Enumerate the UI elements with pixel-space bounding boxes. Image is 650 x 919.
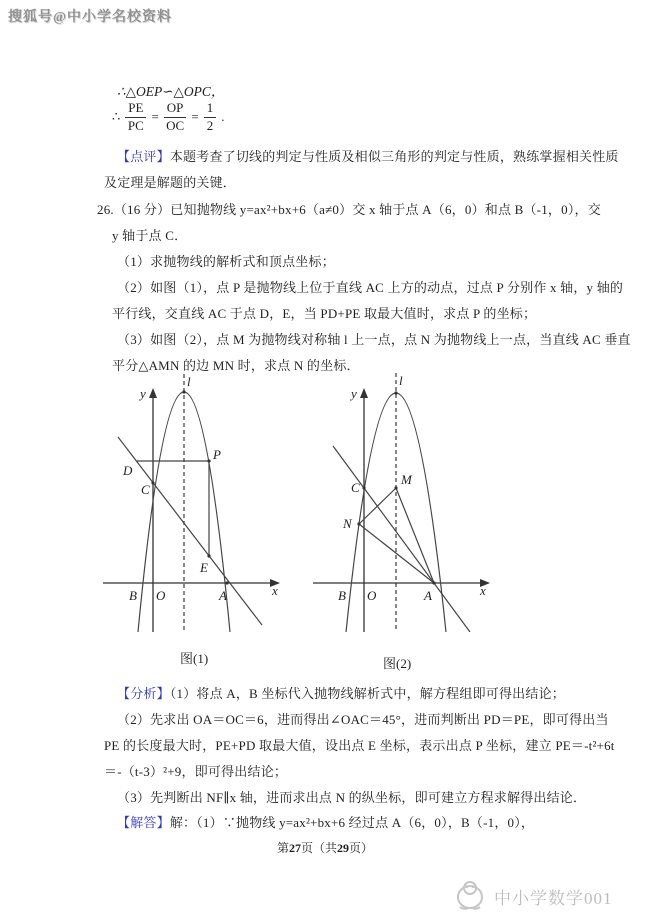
equals-sign: = bbox=[191, 109, 199, 125]
answer-line-1 bbox=[117, 812, 534, 831]
fig1-y-arrow-icon bbox=[149, 388, 157, 398]
fig1-line-ac bbox=[118, 437, 262, 625]
footer-total-pages: 29 bbox=[337, 841, 349, 855]
penguin-icon bbox=[452, 880, 488, 910]
fig1-point-e bbox=[207, 554, 210, 557]
fig1-label-o: O bbox=[156, 588, 166, 603]
comment-line-2: 及定理是解题的关键． bbox=[104, 175, 237, 190]
fig2-label-y: y bbox=[351, 386, 357, 401]
analysis-text-1: （1）将点 A，B 坐标代入抛物线解析式中，解方程组即可得出结论； bbox=[169, 686, 565, 701]
fig1-label-c: C bbox=[141, 482, 150, 497]
fig2-label-b: B bbox=[338, 588, 346, 603]
fig2-label-x: x bbox=[480, 583, 486, 598]
question-item-2-line-1: （2）如图（1），点 P 是抛物线上位于直线 AC 上方的动点，过点 P 分别作 x 轴，y 轴的 bbox=[117, 280, 624, 295]
question-text: （16 分）已知抛物线 y=ax²+bx+6（a≠0）交 x 轴于点 A（6，0）和点 B（-1，0），交 bbox=[113, 202, 601, 217]
question-item-3-line-1: （3）如图（2），点 M 为抛物线对称轴 l 上一点，点 N 为抛物线上一点，当直线 AC 垂直 bbox=[117, 332, 631, 347]
answer-label: 【解答】 bbox=[117, 815, 170, 830]
figure-2-caption: 图(2) bbox=[383, 656, 412, 671]
fig2-y-arrow-icon bbox=[360, 388, 368, 398]
footer-post: 页） bbox=[349, 841, 374, 855]
fig1-parabola-curve bbox=[138, 392, 230, 632]
fig2-point-m bbox=[394, 486, 397, 489]
comment-line-1 bbox=[117, 146, 619, 165]
analysis-line-4: ＝-（t-3）²+9，即可得出结论； bbox=[104, 764, 288, 779]
footer-mid: 页（共 bbox=[300, 841, 337, 855]
fig2-label-o: O bbox=[367, 588, 377, 603]
fig2-point-a bbox=[432, 581, 435, 584]
fig2-vertex-point bbox=[394, 391, 397, 394]
analysis-line-3: PE 的长度最大时，PE+PD 取最大值，设出点 E 坐标，表示出点 P 坐标，建立 PE＝-t²+6t bbox=[104, 738, 615, 753]
fig1-point-a bbox=[225, 581, 228, 584]
fig2-label-n: N bbox=[343, 516, 352, 531]
fraction-op-oc: $\frac{OP}{OC}$ bbox=[164, 101, 187, 134]
fig1-label-a: A bbox=[219, 588, 227, 603]
fig2-label-m: M bbox=[401, 472, 412, 487]
figure-1-parabola-diagram bbox=[100, 370, 285, 632]
watermark-bottom-text: 中小学数学001 bbox=[494, 889, 613, 908]
question-26-line-1 bbox=[97, 199, 601, 218]
question-item-3-line-2: 平分△AMN 的边 MN 时，求点 N 的坐标． bbox=[112, 358, 360, 373]
fig2-label-c: C bbox=[351, 480, 360, 495]
figure-2-parabola-diagram bbox=[310, 370, 495, 632]
fig1-label-l: l bbox=[187, 374, 191, 389]
comment-label: 【点评】 bbox=[117, 149, 170, 164]
fig1-point-c bbox=[151, 481, 154, 484]
fig1-label-y: y bbox=[140, 386, 146, 401]
fraction-1-2: $\frac{1}{2}$ bbox=[204, 101, 217, 134]
figure-1-caption: 图(1) bbox=[180, 651, 209, 666]
fig1-label-p: P bbox=[213, 447, 221, 462]
analysis-line-1 bbox=[117, 683, 565, 702]
fig1-label-d: D bbox=[123, 463, 133, 478]
fig1-vertex-point bbox=[182, 390, 185, 393]
watermark-top: 搜狐号@中小学名校资料 bbox=[8, 10, 173, 25]
fig2-label-a: A bbox=[424, 588, 432, 603]
question-item-2-line-2: 平行线，交直线 AC 于点 D，E，当 PD+PE 取最大值时，求点 P 的坐标； bbox=[112, 306, 537, 321]
period: . bbox=[221, 109, 225, 125]
fig2-label-l: l bbox=[399, 373, 403, 388]
fig1-label-b: B bbox=[129, 588, 137, 603]
fig1-label-e: E bbox=[200, 560, 208, 575]
footer-pre: 第 bbox=[276, 841, 289, 855]
question-number: 26. bbox=[97, 202, 114, 217]
page-footer bbox=[0, 839, 650, 856]
footer-page-number: 27 bbox=[288, 841, 301, 855]
equals-sign: = bbox=[151, 109, 159, 125]
question-item-1: （1）求抛物线的解析式和顶点坐标； bbox=[117, 254, 335, 269]
fig1-point-p bbox=[207, 459, 210, 462]
proof-fraction-line bbox=[112, 101, 225, 134]
analysis-line-2: （2）先求出 OA＝OC＝6，进而得出∠OAC＝45°，进而判断出 PD＝PE，即可得出当 bbox=[117, 712, 609, 727]
fraction-pe-pc: $\frac{PE}{PC}$ bbox=[125, 101, 146, 134]
question-26-line-2: y 轴于点 C． bbox=[112, 228, 188, 243]
therefore-symbol: ∴ bbox=[112, 109, 121, 125]
fig1-label-x: x bbox=[272, 583, 278, 598]
proof-similar-triangles-line: ∴△OEP∽△OPC， bbox=[117, 84, 225, 99]
fig2-point-c bbox=[362, 486, 365, 489]
fig2-point-n bbox=[357, 522, 360, 525]
answer-text-1: 解：（1）∵抛物线 y=ax²+bx+6 经过点 A（6，0），B（-1，0）， bbox=[169, 815, 535, 830]
comment-text: 本题考查了切线的判定与性质及相似三角形的判定与性质，熟练掌握相关性质 bbox=[169, 149, 619, 164]
analysis-line-5: （3）先判断出 NF∥x 轴，进而求出点 N 的纵坐标，即可建立方程求解得出结论． bbox=[117, 790, 587, 805]
analysis-label: 【分析】 bbox=[117, 686, 170, 701]
